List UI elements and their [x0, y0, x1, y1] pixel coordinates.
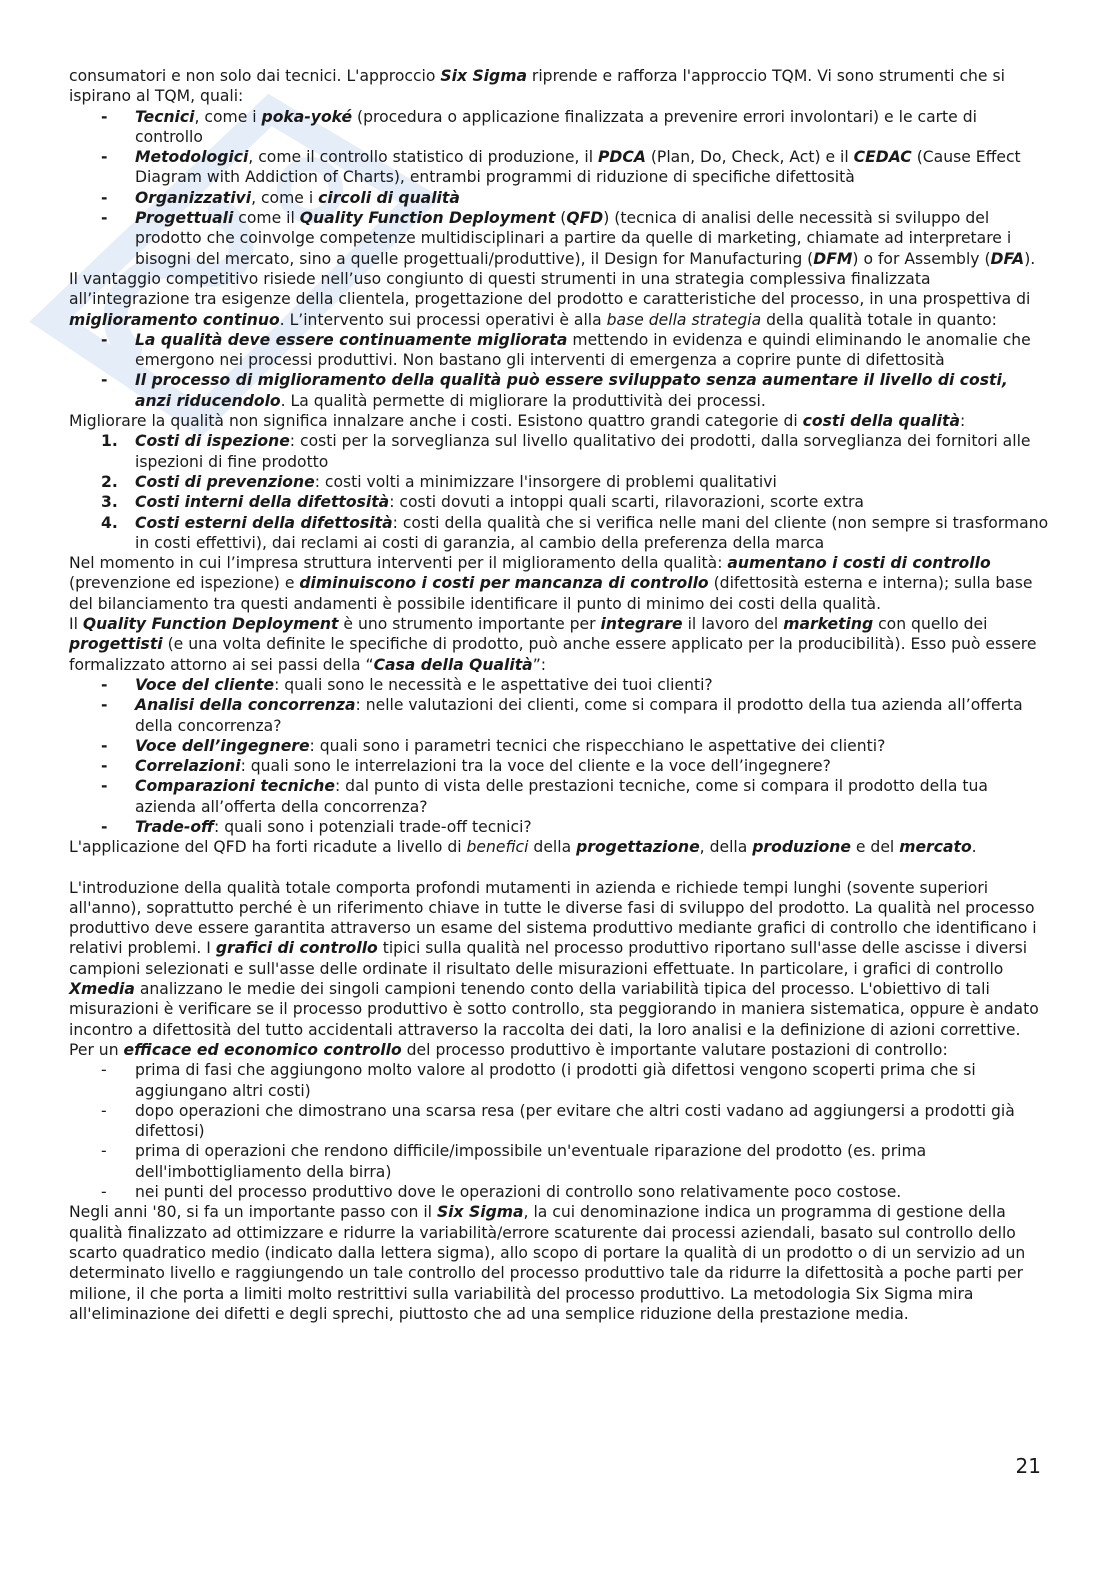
- list-item: - Trade-off: quali sono i potenziali trade-off tecnici?: [101, 817, 532, 836]
- tqm-tools-list: [69, 107, 1049, 269]
- list-item: 4. Costi esterni della difettosità: costi della qualità che si verifica nelle mani del cliente (non sempre si trasformano in costi effettivi), dai reclami ai costi di garanzia, al cambio della preferenza della marca: [101, 513, 1049, 552]
- paragraph-total-quality: L'introduzione della qualità totale comporta profondi mutamenti in azienda e richiede tempi lunghi (sovente superiori all'anno), soprattutto perché è un riferimento chiave in tutte le diverse fasi di sviluppo del prodotto. La qualità nel processo produttivo deve essere garantita attraverso un esame del sistema produttivo mediante grafici di controllo che identificano i relativi problemi. I grafici di controllo tipici sulla qualità nel processo produttivo riportano sull'asse delle ascisse i diversi campioni selezionati e sull'asse delle ordinate il risultato delle misurazioni effettuate. In particolare, i grafici di controllo Xmedia analizzano le medie dei singoli campioni tenendo conto della variabilità tipica del processo. L'obiettivo di tali misurazioni è verificare se il processo produttivo è sotto controllo, sta peggiorando in maniera sistematica, oppure è andato incontro a difettosità del tutto accidentali attraverso la raccolta dei dati, la loro analisi e la definizione di azioni correttive. Per un efficace ed economico controllo del processo produttivo è importante valutare postazioni di controllo:: [69, 878, 1039, 1059]
- document-body: [69, 66, 1049, 1324]
- list-item: - Analisi della concorrenza: nelle valutazioni dei clienti, come si compara il prodotto della tua azienda all’offerta della concorrenza?: [101, 696, 1023, 735]
- list-item: - nei punti del processo produttivo dove le operazioni di controllo sono relativamente poco costose.: [101, 1183, 902, 1202]
- list-item: 1. Costi di ispezione: costi per la sorveglianza sul livello qualitativo dei prodotti, dalla sorveglianza dei fornitori alle ispezioni di fine prodotto: [101, 432, 1031, 471]
- quality-principles-list: [69, 330, 1049, 411]
- list-item: - Organizzativi, come i circoli di qualità: [101, 188, 460, 207]
- quality-costs-list: [69, 431, 1049, 553]
- control-points-list: [69, 1060, 1049, 1202]
- list-item: - Metodologici, come il controllo statistico di produzione, il PDCA (Plan, Do, Check, Act) e il CEDAC (Cause Effect Diagram with Addiction of Charts), entrambi programmi di riduzione di specifiche difettosità: [101, 148, 1021, 187]
- list-item: - La qualità deve essere continuamente migliorata mettendo in evidenza e quindi eliminando le anomalie che emergono nei processi produttivi. Non bastano gli interventi di emergenza a coprire punte di difettosità: [101, 330, 1031, 370]
- list-item: - Progettuali come il Quality Function Deployment (QFD) (tecnica di analisi delle necessità si sviluppo del prodotto che coinvolge competenze multidisciplinari a partire da quelle di marketing, chiamate ad interpretare i bisogni del mercato, sino a quelle progettuali/produttive), il Design for Manufacturing (DFM) o for Assembly (DFA).: [101, 209, 1036, 268]
- paragraph-qfd-benefits: L'applicazione del QFD ha forti ricadute a livello di benefici della progettazione, della produzione e del mercato.: [69, 838, 977, 857]
- paragraph-competitive-advantage: Il vantaggio competitivo risiede nell’uso congiunto di questi strumenti in una strategia complessiva finalizzata all’integrazione tra esigenze della clientela, progettazione del prodotto e caratteristiche del processo, in una prospettiva di miglioramento continuo. L’intervento sui processi operativi è alla base della strategia della qualità totale in quanto:: [69, 269, 1031, 329]
- paragraph-tqm-intro: consumatori e non solo dai tecnici. L'approccio Six Sigma riprende e rafforza l'approccio TQM. Vi sono strumenti che si ispirano al TQM, quali:: [69, 67, 1005, 106]
- list-item: 2. Costi di prevenzione: costi volti a minimizzare l'insorgere di problemi qualitativi: [101, 472, 777, 491]
- paragraph-quality-costs: Migliorare la qualità non significa innalzare anche i costi. Esistono quattro grandi categorie di costi della qualità:: [69, 412, 966, 431]
- list-item: - prima di operazioni che rendono difficile/impossibile un'eventuale riparazione del prodotto (es. prima dell'imbottigliamento della birra): [101, 1142, 927, 1181]
- paragraph-six-sigma: Negli anni '80, si fa un importante passo con il Six Sigma, la cui denominazione indica un programma di gestione della qualità finalizzato ad ottimizzare e ridurre la variabilità/errore scaturente dai processi aziendali, basato sul controllo dello scarto quadratico medio (indicato dalla lettera sigma), allo scopo di portare la qualità di un prodotto o di un servizio ad un determinato livello e raggiungendo un tale controllo del processo produttivo tale da ridurre la difettosità a poche parti per milione, il che porta a limiti molto restrittivi sulla variabilità del processo produttivo. La metodologia Six Sigma mira all'eliminazione dei difetti e degli sprechi, piuttosto che ad una semplice riduzione della prestazione media.: [69, 1203, 1026, 1323]
- house-of-quality-list: [69, 675, 1049, 837]
- list-item: - Il processo di miglioramento della qualità può essere sviluppato senza aumentare il livello di costi, anzi riducendolo. La qualità permette di migliorare la produttività dei processi.: [101, 371, 1008, 410]
- page-number: 21: [1015, 1454, 1041, 1478]
- list-item: - Comparazioni tecniche: dal punto di vista delle prestazioni tecniche, come si compara il prodotto della tua azienda all’offerta della concorrenza?: [101, 777, 988, 816]
- list-item: - Tecnici, come i poka-yoké (procedura o applicazione finalizzata a prevenire errori involontari) e le carte di controllo: [101, 107, 977, 146]
- paragraph-qfd: Il Quality Function Deployment è uno strumento importante per integrare il lavoro del marketing con quello dei progettisti (e una volta definite le specifiche di prodotto, può anche essere applicato per la producibilità). Esso può essere formalizzato attorno ai sei passi della “Casa della Qualità”:: [69, 615, 1037, 674]
- paragraph-control-costs: Nel momento in cui l’impresa struttura interventi per il miglioramento della qualità: aumentano i costi di controllo (prevenzione ed ispezione) e diminuiscono i costi per mancanza di controllo (difettosità esterna e interna); sulla base del bilanciamento tra questi andamenti è possibile identificare il punto di minimo dei costi della qualità.: [69, 554, 1033, 613]
- list-item: - Correlazioni: quali sono le interrelazioni tra la voce del cliente e la voce dell’ingegnere?: [101, 757, 831, 776]
- list-item: - dopo operazioni che dimostrano una scarsa resa (per evitare che altri costi vadano ad aggiungersi a prodotti già difettosi): [101, 1101, 1015, 1141]
- list-item: - Voce dell’ingegnere: quali sono i parametri tecnici che rispecchiano le aspettative dei clienti?: [101, 736, 886, 755]
- list-item: - Voce del cliente: quali sono le necessità e le aspettative dei tuoi clienti?: [101, 675, 713, 694]
- list-item: 3. Costi interni della difettosità: costi dovuti a intoppi quali scarti, rilavorazioni, scorte extra: [101, 493, 864, 512]
- list-item: - prima di fasi che aggiungono molto valore al prodotto (i prodotti già difettosi vengono scoperti prima che si aggiungano altri costi): [101, 1061, 976, 1100]
- paragraph-spacer: [69, 858, 1049, 878]
